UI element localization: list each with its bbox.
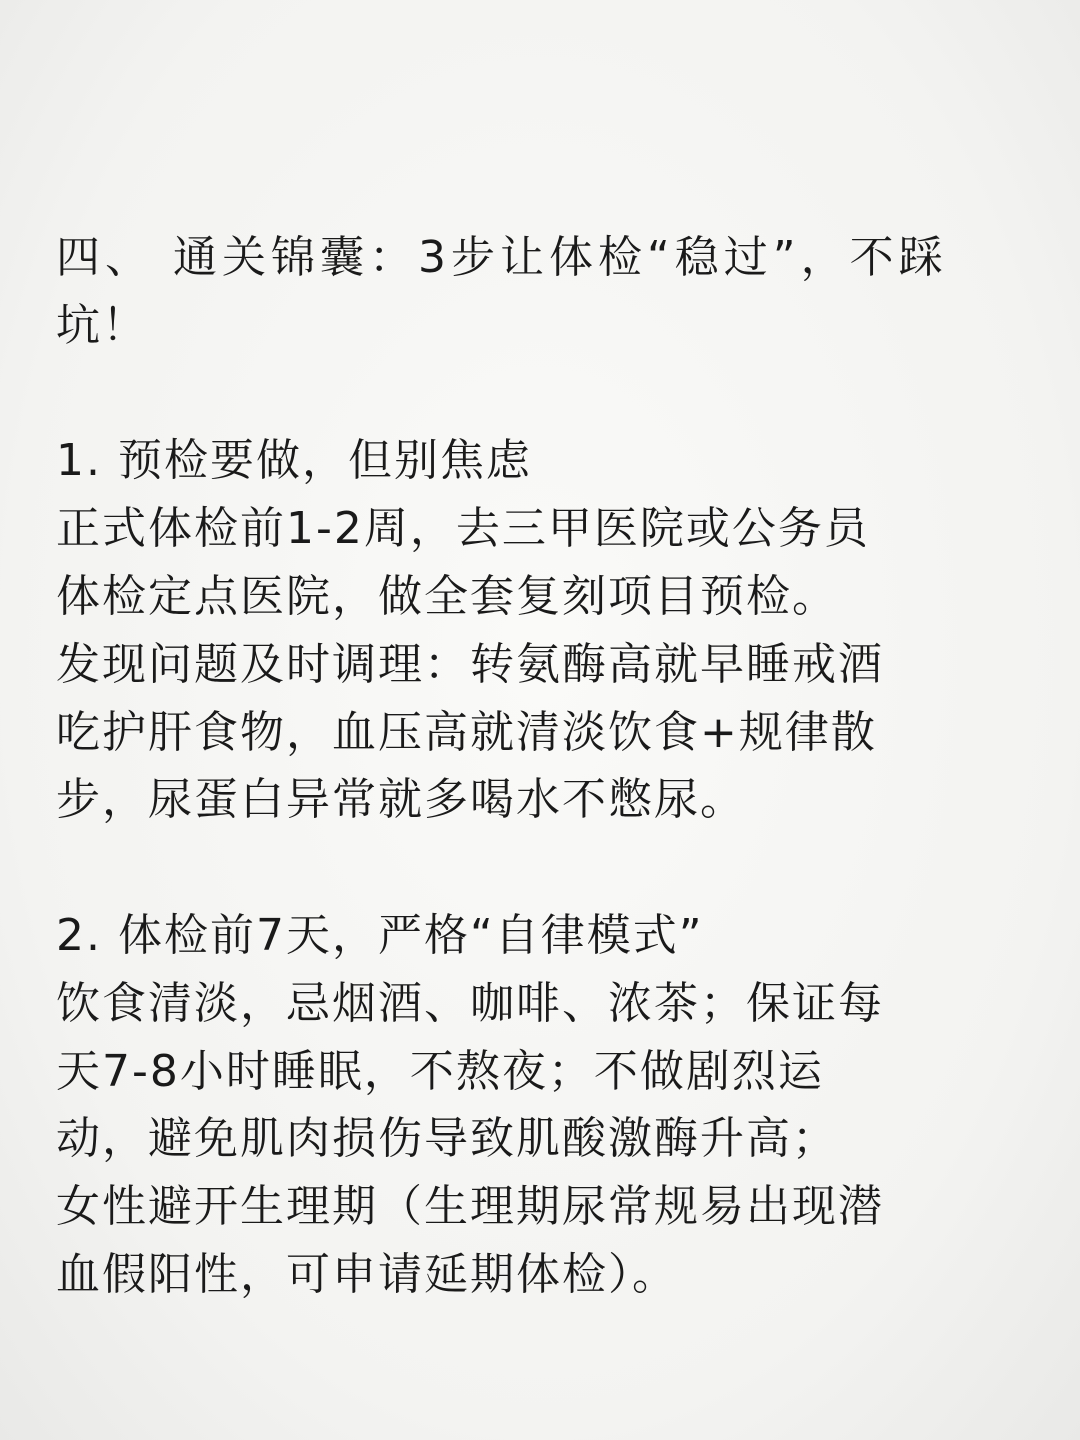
section-title-line: 坑！: [56, 299, 148, 351]
tip-body-line: 天7-8小时睡眠，不熬夜；不做剧烈运: [56, 1045, 824, 1097]
tip-body-line: 体检定点医院，做全套复刻项目预检。: [56, 570, 838, 622]
tip-body-line: 女性避开生理期（生理期尿常规易出现潜: [56, 1181, 884, 1233]
tip-body-line: 动，避免肌肉损伤导致肌酸激酶升高；: [56, 1113, 838, 1165]
paragraph-spacer: [56, 834, 1046, 902]
tip-body-line: 血假阳性，可申请延期体检）。: [56, 1248, 678, 1300]
tip-1: [56, 427, 1046, 834]
tip-body-line: 吃护肝食物，血压高就清淡饮食+规律散: [56, 706, 877, 758]
paragraph-spacer: [56, 360, 1046, 428]
tip-heading: 2. 体检前7天，严格“自律模式”: [56, 909, 704, 961]
tip-body-line: 正式体检前1-2周，去三甲医院或公务员: [56, 503, 870, 555]
tip-body-line: 步，尿蛋白异常就多喝水不憋尿。: [56, 774, 746, 826]
tip-2: [56, 902, 1046, 1309]
article-body: [56, 224, 1046, 1309]
tip-heading: 1. 预检要做，但别焦虑: [56, 435, 532, 487]
tip-body-line: 饮食清淡，忌烟酒、咖啡、浓茶；保证每: [56, 977, 884, 1029]
tip-body-line: 发现问题及时调理：转氨酶高就早睡戒酒: [56, 638, 884, 690]
section-title: [56, 224, 1046, 360]
section-title-line: 四、 通关锦囊：3步让体检“稳过”，不踩: [56, 232, 948, 283]
